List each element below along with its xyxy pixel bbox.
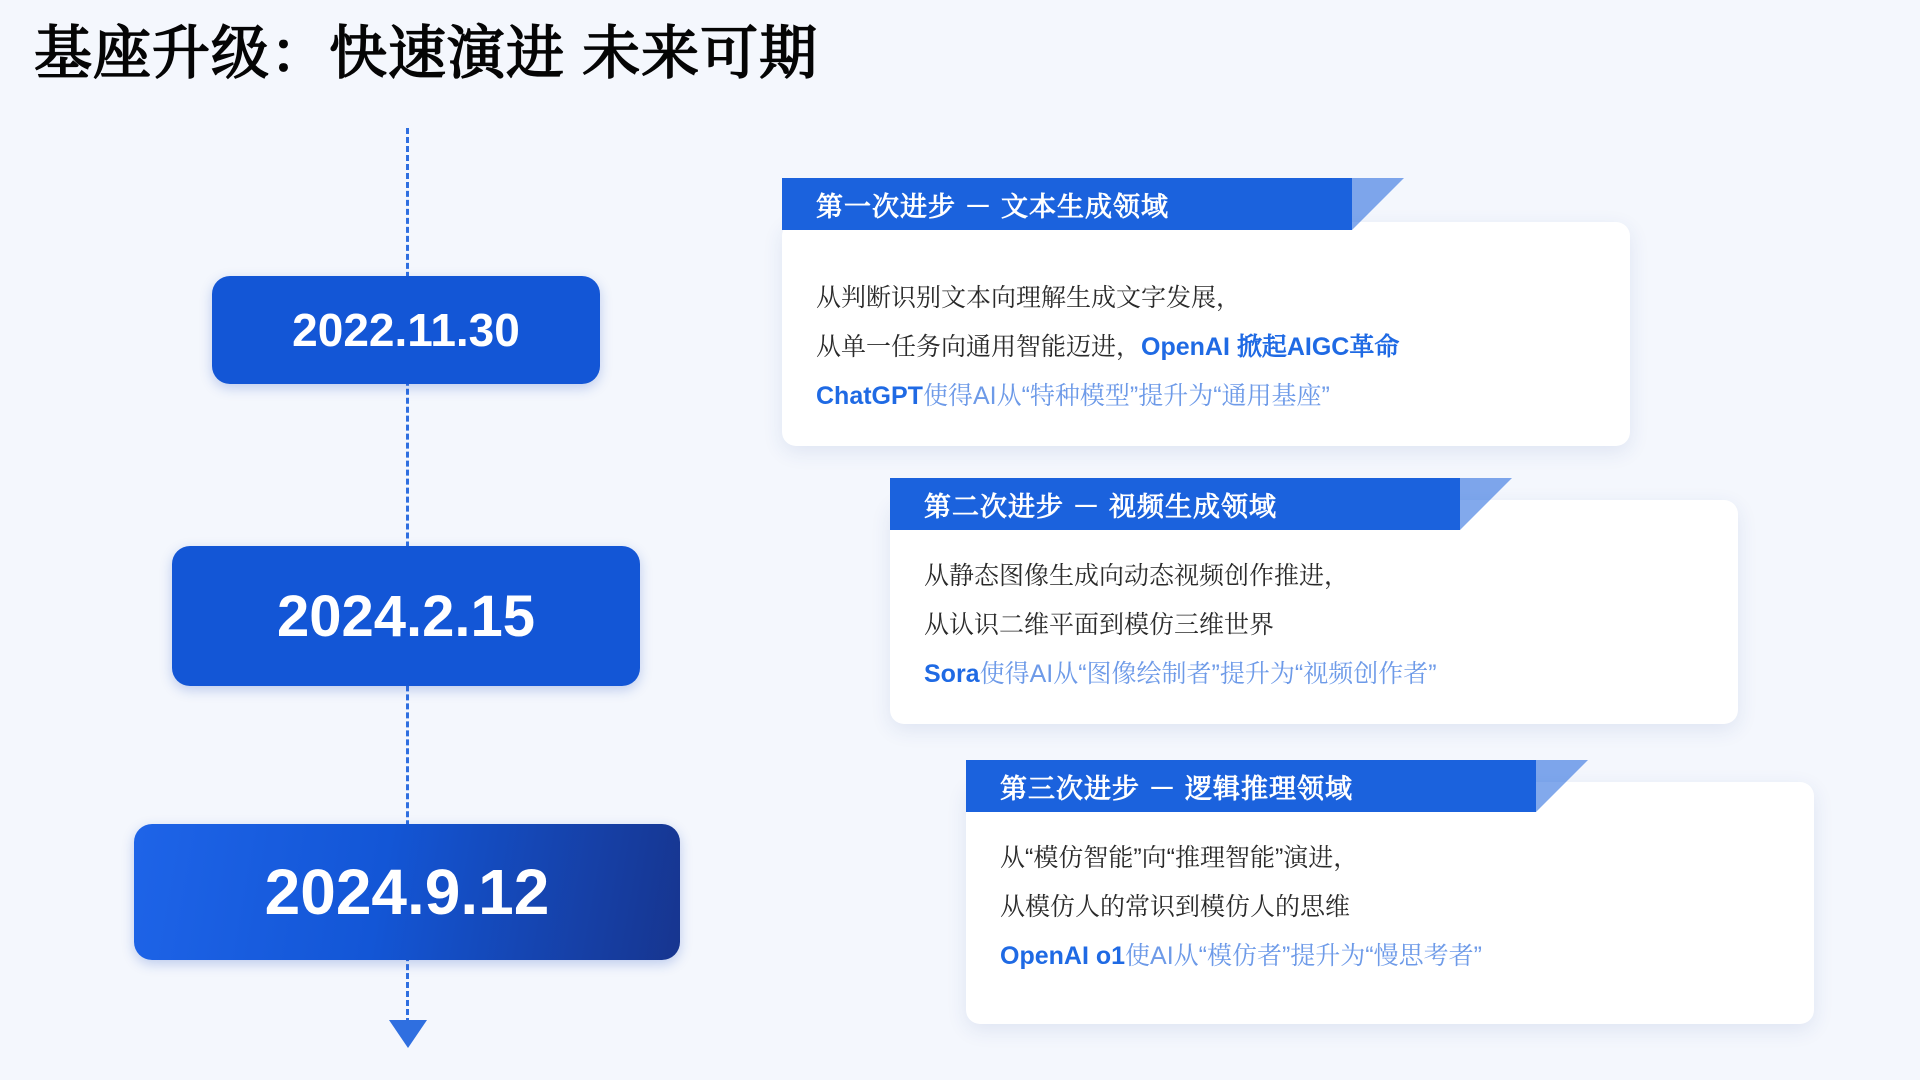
timeline-date-1: 2022.11.30 (212, 276, 600, 384)
milestone-2-line-2-plain: 从认识二维平面到模仿三维世界 (924, 610, 1275, 639)
milestone-2-line-3 (924, 650, 1704, 699)
timeline-date-3: 2024.9.12 (134, 824, 680, 960)
milestone-body-2 (890, 528, 1738, 698)
milestone-1-line-3 (816, 372, 1596, 421)
milestone-2-line-3-lead: Sora (924, 659, 980, 688)
timeline-arrow-icon (389, 1020, 427, 1048)
milestone-banner-3: 第三次进步 － 逻辑推理领域 (966, 760, 1536, 812)
milestone-3-line-3 (1000, 932, 1780, 981)
milestone-3-line-3-lead: OpenAI o1 (1000, 941, 1126, 970)
milestone-2-line-3-rest: 使得AI从“图像绘制者”提升为“视频创作者” (979, 659, 1437, 688)
milestone-1-line-2 (816, 323, 1596, 372)
milestone-3-line-1: 从“模仿智能”向“推理智能”演进， (1000, 844, 1359, 872)
milestone-banner-2: 第二次进步 － 视频生成领域 (890, 478, 1460, 530)
page-title: 基座升级：快速演进 未来可期 (34, 21, 819, 86)
timeline-date-2: 2024.2.15 (172, 546, 640, 686)
milestone-3-line-2 (1000, 883, 1780, 932)
milestone-1-line-3-rest: 使得AI从“特种模型”提升为“通用基座” (922, 381, 1330, 410)
milestone-2-line-2 (924, 601, 1704, 650)
milestone-3-line-3-rest: 使AI从“模仿者”提升为“慢思考者” (1125, 941, 1482, 970)
milestone-1-line-3-lead: ChatGPT (816, 381, 923, 410)
milestone-banner-1: 第一次进步 － 文本生成领域 (782, 178, 1352, 230)
milestone-body-1 (782, 250, 1630, 420)
milestone-body-3 (966, 810, 1814, 980)
milestone-1-line-1: 从判断识别文本向理解生成文字发展， (816, 284, 1242, 312)
milestone-3-line-2-plain: 从模仿人的常识到模仿人的思维 (1000, 892, 1351, 921)
milestone-1-line-2-accent: OpenAI 掀起AIGC革命 (1141, 332, 1400, 361)
milestone-2-line-1: 从静态图像生成向动态视频创作推进， (924, 562, 1350, 590)
milestone-1-line-2-plain: 从单一任务向通用智能迈进， (816, 332, 1142, 361)
